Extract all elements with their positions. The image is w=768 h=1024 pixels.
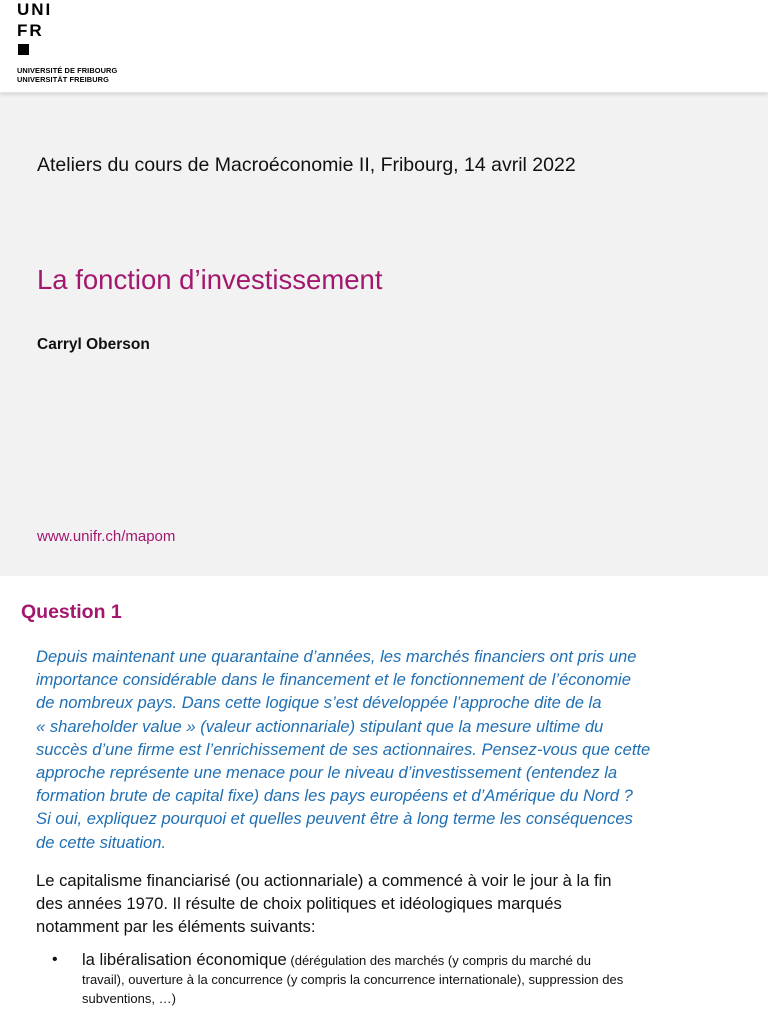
question-line: Si oui, expliquez pourquoi et quelles peuvent être à long terme les conséquences [36,809,633,829]
answer-line: notamment par les éléments suivants: [36,917,316,937]
bullet-detail-2: travail), ouverture à la concurrence (y compris la concurrence internationale), suppression des [82,972,624,987]
answer-line: Le capitalisme financiarisé (ou actionnariale) a commencé à voir le jour à la fin [36,871,612,890]
question-line: importance considérable dans le financement et le fonctionnement de l’économie [36,670,631,690]
bullet-item [52,950,728,1008]
question-line: de nombreux pays. Dans cette logique s’est développée l’approche dite de la [36,693,602,713]
author-name: Carryl Oberson [37,336,150,353]
brand-header [0,0,768,93]
bullet-content [58,950,728,1008]
bullet-first-line [82,950,728,970]
logo-subtitle-fr: UNIVERSITÉ DE FRIBOURG [17,66,118,75]
answer-line: des années 1970. Il résulte de choix politiques et idéologiques marqués [36,894,562,914]
logo-square-icon [18,44,29,55]
bullet-detail-3: subventions, …) [82,991,176,1006]
question-line: succès d’une firme est l’enrichissement de ses actionnaires. Pensez-vous que cette [36,739,651,759]
logo-fr: FR [17,21,44,40]
slide-subtitle: Ateliers du cours de Macroéconomie II, Fribourg, 14 avril 2022 [37,154,576,176]
question-line: Depuis maintenant une quarantaine d’années, les marchés financiers ont pris une [36,647,637,666]
bullet-marker: • [52,951,58,968]
website-link[interactable]: www.unifr.ch/mapom [37,528,176,545]
bullet-main-text: la libéralisation économique [82,950,287,969]
question-text [36,645,756,854]
bullet-detail-1: (dérégulation des marchés (y compris du marché du [286,953,591,968]
question-line: formation brute de capital fixe) dans les pays européens et d’Amérique du Nord ? [36,786,633,806]
question-line: « shareholder value » (valeur actionnariale) stipulant que la mesure ultime du [36,716,604,736]
answer-text [36,869,736,939]
question-heading: Question 1 [21,601,122,623]
question-line: de cette situation. [36,832,167,852]
question-line: approche représente une menace pour le niveau d’investissement (entendez la [36,763,618,783]
slide-title: La fonction d’investissement [37,264,383,295]
logo-subtitle-de: UNIVERSITÄT FREIBURG [17,75,109,84]
logo-uni: UNI [17,0,53,19]
question-slide [0,577,768,1024]
